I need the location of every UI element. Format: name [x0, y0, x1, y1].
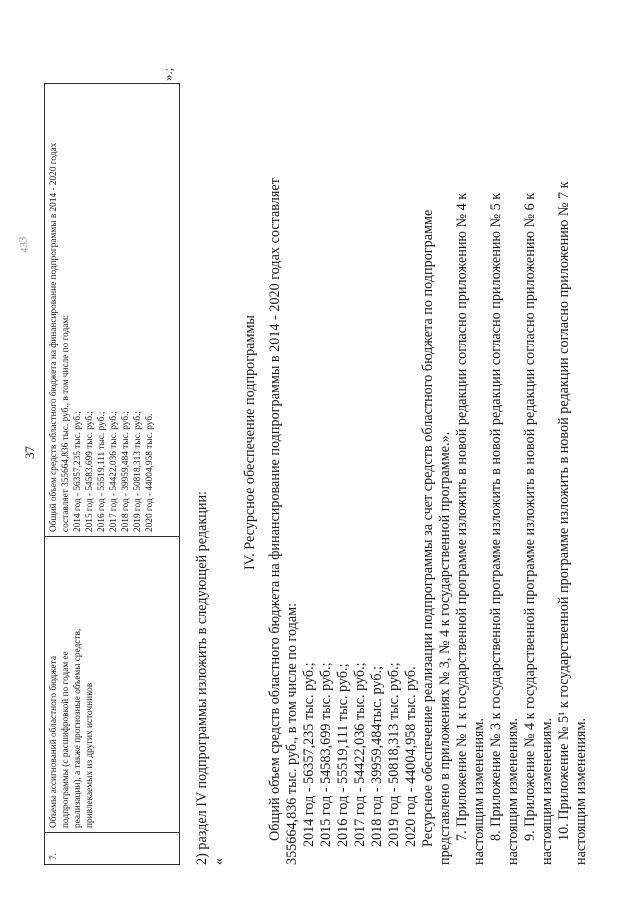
amendment-item-cont: настоящим изменениям. — [505, 718, 521, 865]
year-line: 2017 год - 54422,036 тыс. руб.; — [352, 662, 368, 847]
table-label-line: реализации), а также прогнозные объемы средств, — [73, 628, 83, 828]
table-closing-mark: ».; — [160, 67, 175, 81]
year-line: 2020 год - 44004,958 тыс. руб. — [403, 666, 419, 847]
table-value-line: Общий объем средств областного бюджета на финансирование подпрограммы в 2014 - 2020 годах — [49, 142, 59, 532]
section-heading: IV. Ресурсное обеспечение подпрограммы — [242, 315, 258, 570]
table-label-line: привлекаемых из других источников — [85, 682, 95, 828]
resource-line: представлено в приложениях № 3, № 4 к государственной программе.». — [437, 431, 453, 865]
year-line: 2014 год - 56357,235 тыс. руб.; — [301, 662, 317, 847]
table-value-line: 2017 год - 54422,036 тыс. руб.; — [109, 411, 119, 532]
year-line: 2018 год - 39959,484тыс. руб.; — [369, 665, 385, 847]
table-label-line: Объемы ассигнований областного бюджета — [49, 656, 59, 828]
amendment-item-cont: настоящим изменениям. — [539, 718, 555, 865]
amendment-item: 9. Приложение № 4 к государственной программе изложить в новой редакции согласно приложению № 6 к — [522, 192, 538, 841]
year-line: 2016 год - 55519,111 тыс. руб.; — [335, 663, 351, 847]
passport-table — [44, 83, 180, 865]
document-body — [194, 20, 590, 865]
amendment-item-cont: настоящим изменениям. — [471, 718, 487, 865]
table-value-line: 2019 год - 50818,313 тыс. руб.; — [133, 411, 143, 532]
table-value-line: 2014 год - 56357,235 тыс. руб.; — [73, 411, 83, 532]
total-line: Общий объем средств областного бюджета на финансирование подпрограммы в 2014 - 2020 годах составляет — [267, 178, 283, 841]
amendment-item-cont: настоящим изменениям. — [573, 718, 589, 865]
table-label-cell — [45, 536, 179, 832]
amendment-item: 10. Приложение № 5¹ к государственной программе изложить в новой редакции согласно приложению № 7 к — [556, 181, 572, 841]
table-value-line: 2018 год - 39959,484 тыс. руб.; — [121, 411, 131, 532]
table-row-number: 7. — [45, 832, 179, 864]
open-quote: « — [211, 857, 227, 865]
year-line: 2019 год - 50818,313 тыс. руб.; — [386, 662, 402, 847]
section-intro: 2) раздел IV подпрограммы изложить в следующей редакции: — [194, 491, 210, 865]
table-value-cell — [45, 84, 179, 536]
handwritten-mark: 433 — [16, 235, 32, 254]
table-value-line: 2015 год - 54583,699 тыс. руб.; — [85, 411, 95, 532]
table-value-line: составляет 355664,836 тыс. руб., в том числе по годам: — [61, 315, 71, 532]
total-line: 355664,836 тыс. руб., в том числе по годам: — [284, 602, 300, 865]
page-number: 37 — [22, 446, 37, 459]
year-line: 2015 год - 54583,699 тыс. руб.; — [318, 662, 334, 847]
resource-line: Ресурсное обеспечение реализации подпрограммы за счет средств областного бюджета по подпрограмме — [420, 209, 436, 847]
table-label-line: подпрограммы (с расшифровкой по годам ее — [61, 651, 71, 828]
amendment-item: 8. Приложение № 3 к государственной программе изложить в новой редакции согласно приложению № 5 к — [488, 192, 504, 841]
table-value-line: 2016 год - 55519,111 тыс. руб.; — [97, 411, 107, 532]
amendment-item: 7. Приложение № 1 к государственной программе изложить в новой редакции согласно приложению № 4 к — [454, 192, 470, 841]
table-value-line: 2020 год - 44004,958 тыс. руб. — [145, 413, 155, 532]
